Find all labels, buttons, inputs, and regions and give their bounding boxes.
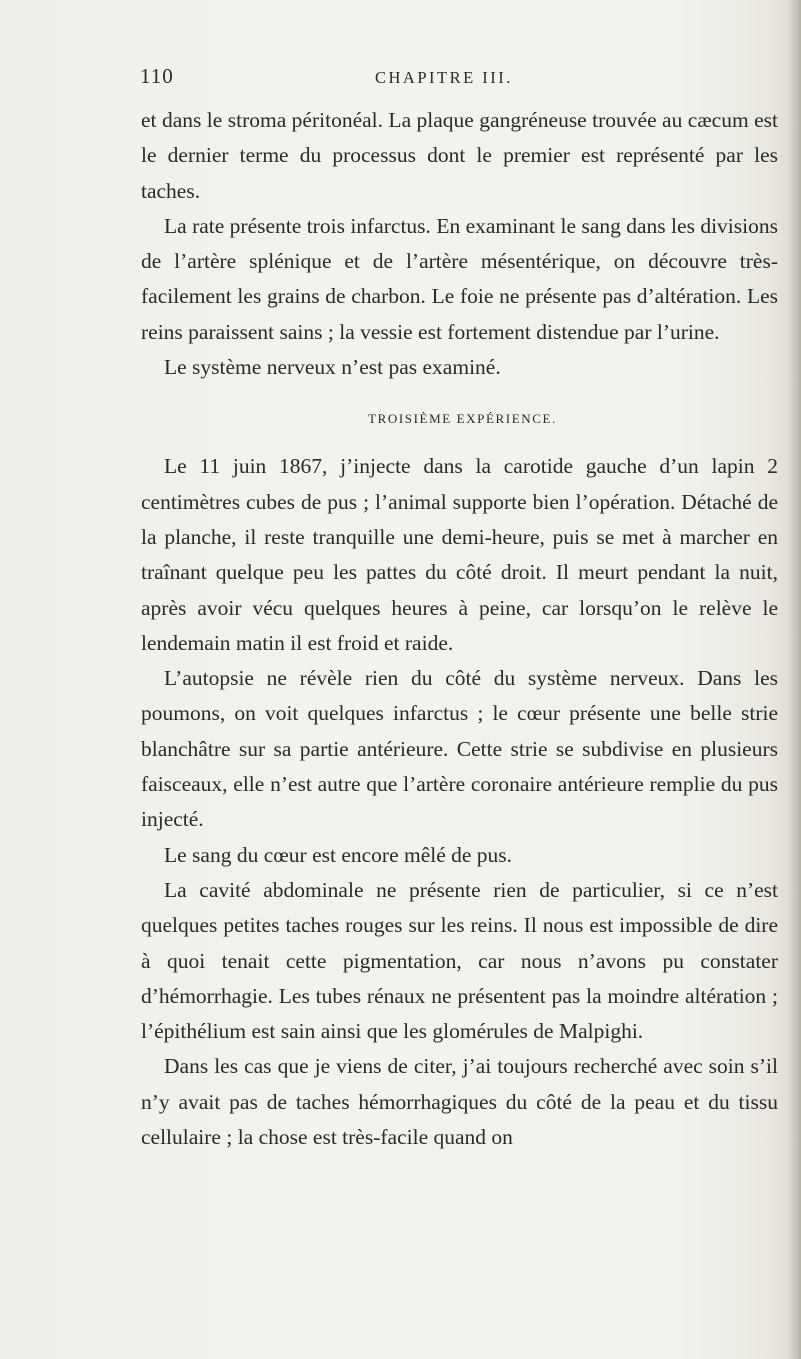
section-heading: TROISIÈME EXPÉRIENCE. [368, 411, 557, 427]
paragraph: Le système nerveux n’est pas examiné. [164, 355, 501, 380]
paragraph: Dans les cas que je viens de citer, j’ai toujours recherché avec soin s’il n’y avait pas de taches hémorrhagiques du côté de la peau et du tissu cellulaire ; la chose est très-facile quand on [141, 1054, 778, 1150]
paragraph: L’autopsie ne révèle rien du côté du système nerveux. Dans les poumons, on voit quelques infarctus ; le cœur présente une belle strie blanchâtre sur sa partie antérieure. Cette strie se subdivise en plusieurs faisceaux, elle n’est autre que l’artère coronaire antérieure remplie du pus injecté. [141, 666, 778, 832]
body-text [141, 103, 778, 1155]
paragraph: Le 11 juin 1867, j’injecte dans la carotide gauche d’un lapin 2 centimètres cubes de pus ; l’animal supporte bien l’opération. Détaché de la planche, il reste tranquille une demi-heure, puis se met à marcher en traînant quelque peu les pattes du côté droit. Il meurt pendant la nuit, après avoir vécu quelques heures à peine, car lorsqu’on le relève le lendemain matin il est froid et raide. [141, 454, 778, 655]
paragraph: La rate présente trois infarctus. En examinant le sang dans les divisions de l’artère splénique et de l’artère mésentérique, on découvre très-facilement les grains de charbon. Le foie ne présente pas d’altération. Les reins paraissent sains ; la vessie est fortement distendue par l’urine. [141, 213, 778, 344]
paragraph: Le sang du cœur est encore mêlé de pus. [164, 842, 513, 867]
running-title: CHAPITRE III. [375, 68, 513, 87]
paragraph: et dans le stroma péritonéal. La plaque gangréneuse trouvée au cæcum est le dernier terme du processus dont le premier est représenté par les taches. [141, 108, 778, 203]
page-number: 110 [140, 64, 174, 88]
paragraph: La cavité abdominale ne présente rien de particulier, si ce n’est quelques petites taches rouges sur les reins. Il nous est impossible de dire à quoi tenait cette pigmentation, car nous n’avons pu constater d’hémorrhagie. Les tubes rénaux ne présentent pas la moindre altération ; l’épithélium est sain ainsi que les glomérules de Malpighi. [141, 877, 778, 1044]
page-edge-shadow [787, 0, 801, 1359]
running-head [140, 58, 740, 102]
